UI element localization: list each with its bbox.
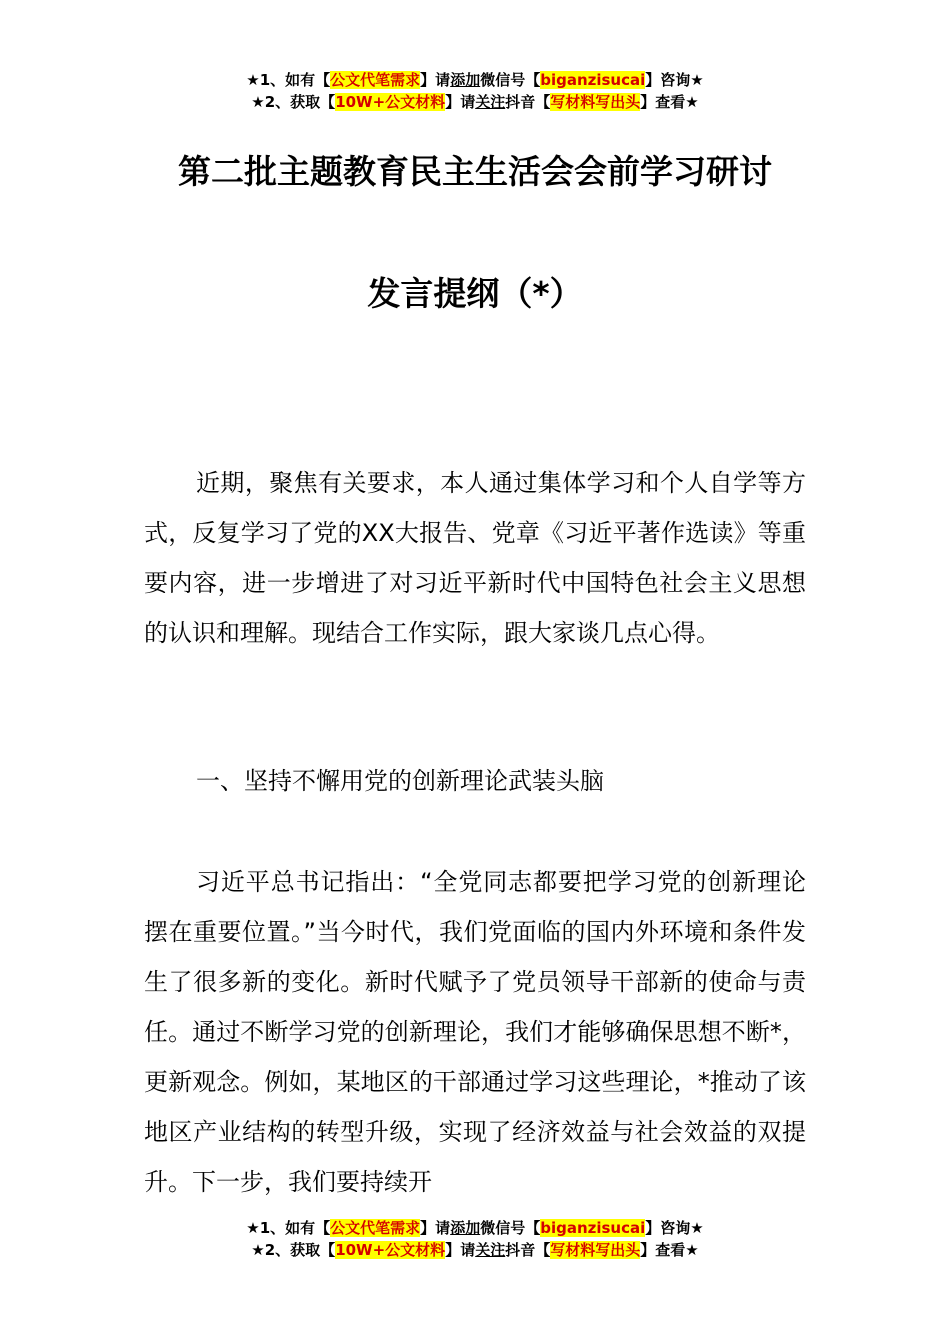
promo-douyin-account: 写材料写出头 <box>550 93 641 111</box>
promo-underlined: 关注 <box>475 93 506 111</box>
promo-underlined: 关注 <box>475 1241 506 1259</box>
body-paragraph: 习近平总书记指出：“全党同志都要把学习党的创新理论摆在重要位置。”当今时代，我们党面临的国内外环境和条件发生了很多新的变化。新时代赋予了党员领导干部新的使命与责任。通过不断学习党的创新理论，我们才能够确保思想不断*，更新观念。例如，某地区的干部通过学习这些理论，*推动了该地区产业结构的转型升级，实现了经济效益与社会效益的双提升。下一步，我们要持续开 <box>144 868 806 1196</box>
promo-text: 】查看★ <box>640 93 699 111</box>
promo-text: 】请 <box>420 1219 451 1237</box>
intro-paragraph: 近期，聚焦有关要求，本人通过集体学习和个人自学等方式，反复学习了党的XX大报告、党章《习近平著作选读》等重要内容，进一步增进了对习近平新时代中国特色社会主义思想的认识和理解。现结合工作实际，跟大家谈几点心得。 <box>144 469 806 647</box>
promo-douyin-account: 写材料写出头 <box>550 1241 641 1259</box>
promo-line-2 <box>0 1239 950 1261</box>
promo-wechat-id: biganzisucai <box>540 71 646 89</box>
promo-text: 】请 <box>420 71 451 89</box>
section-heading: 一、坚持不懈用党的创新理论武装头脑 <box>196 767 604 795</box>
promo-line-2 <box>0 91 950 113</box>
promo-underlined: 添加 <box>450 71 481 89</box>
promo-highlight: 公文代笔需求 <box>330 1219 421 1237</box>
promo-wechat-id: biganzisucai <box>540 1219 646 1237</box>
promo-highlight: 公文代笔需求 <box>330 71 421 89</box>
promo-text: ★2、获取【 <box>251 93 336 111</box>
promo-text: ★1、如有【 <box>246 71 331 89</box>
document-title-line-1: 第二批主题教育民主生活会会前学习研讨 <box>178 152 772 191</box>
promo-text: 】查看★ <box>640 1241 699 1259</box>
header-promo-banner <box>0 69 950 113</box>
promo-text: 微信号【 <box>480 71 541 89</box>
promo-text: 抖音【 <box>505 1241 551 1259</box>
promo-underlined: 添加 <box>450 1219 481 1237</box>
promo-highlight: 10W+公文材料 <box>335 1241 446 1259</box>
promo-text: 抖音【 <box>505 93 551 111</box>
promo-text: 】咨询★ <box>645 1219 704 1237</box>
promo-highlight: 10W+公文材料 <box>335 93 446 111</box>
promo-text: 】请 <box>445 93 476 111</box>
document-title-line-2: 发言提纲（*） <box>367 274 583 313</box>
promo-text: ★2、获取【 <box>251 1241 336 1259</box>
promo-line-1 <box>0 69 950 91</box>
promo-text: 】咨询★ <box>645 71 704 89</box>
promo-text: ★1、如有【 <box>246 1219 331 1237</box>
footer-promo-banner <box>0 1217 950 1261</box>
promo-line-1 <box>0 1217 950 1239</box>
promo-text: 】请 <box>445 1241 476 1259</box>
promo-text: 微信号【 <box>480 1219 541 1237</box>
